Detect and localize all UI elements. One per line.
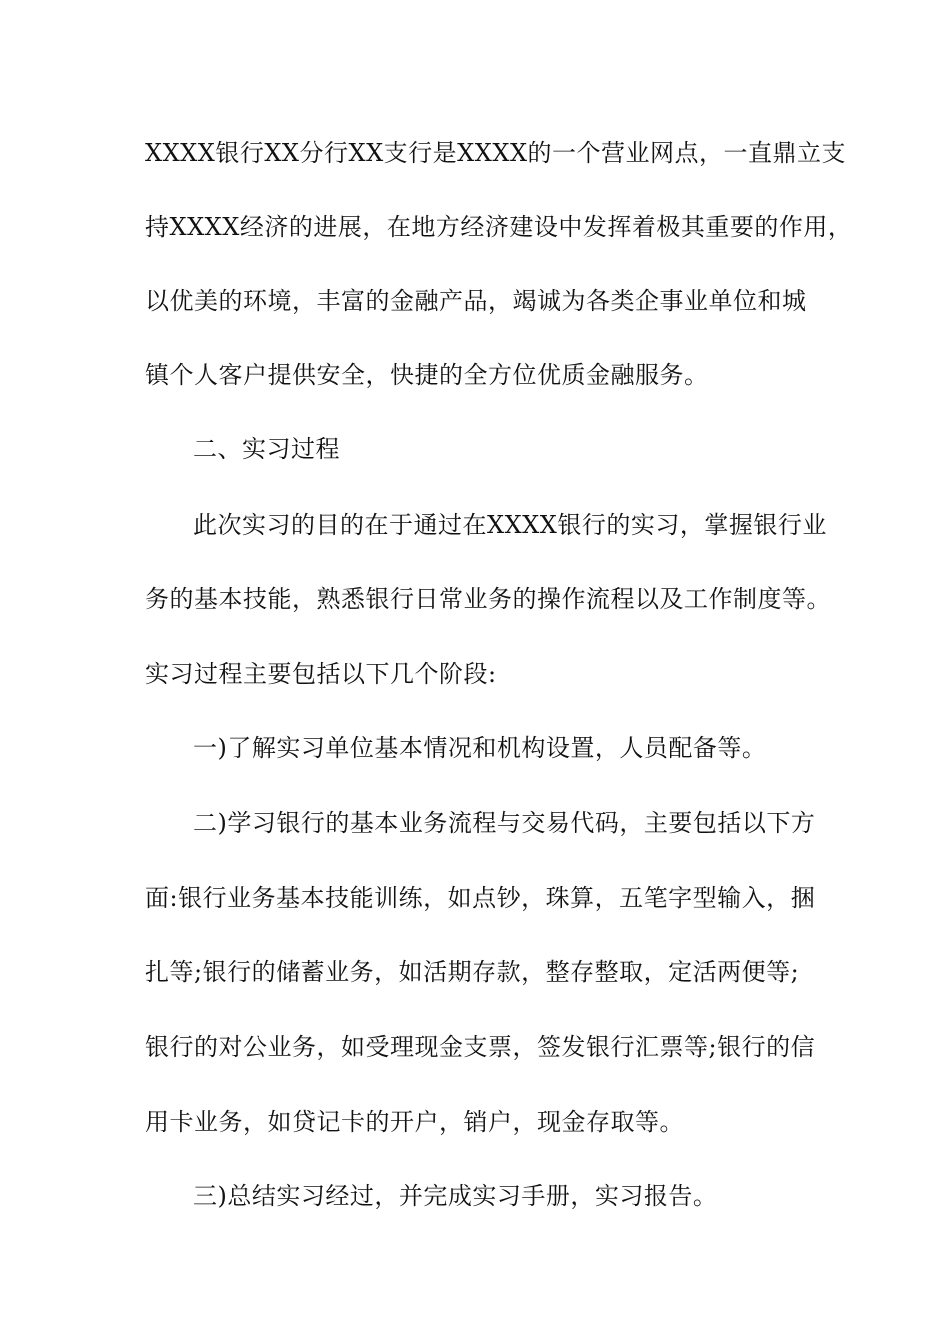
paragraph-line: 以优美的环境，丰富的金融产品，竭诚为各类企事业单位和城 xyxy=(145,287,807,315)
paragraph-line: XXXX银行XX分行XX支行是XXXX的一个营业网点，一直鼎立支 xyxy=(145,139,847,167)
paragraph-line: 镇个人客户提供安全，快捷的全方位优质金融服务。 xyxy=(145,361,709,389)
paragraph-line: 持XXXX经济的进展，在地方经济建设中发挥着极其重要的作用， xyxy=(145,213,853,241)
paragraph-line: 实习过程主要包括以下几个阶段: xyxy=(145,660,497,688)
paragraph-line: 扎等;银行的储蓄业务，如活期存款，整存整取，定活两便等; xyxy=(145,958,800,986)
list-item: 一)了解实习单位基本情况和机构设置，人员配备等。 xyxy=(193,734,767,762)
paragraph-line: 务的基本技能，熟悉银行日常业务的操作流程以及工作制度等。 xyxy=(145,585,831,613)
paragraph-line: 此次实习的目的在于通过在XXXX银行的实习，掌握银行业 xyxy=(193,511,827,539)
list-item: 二)学习银行的基本业务流程与交易代码，主要包括以下方 xyxy=(193,809,816,837)
paragraph-line: 银行的对公业务，如受理现金支票，签发银行汇票等;银行的信 xyxy=(145,1033,816,1061)
paragraph-line: 面:银行业务基本技能训练，如点钞，珠算，五笔字型输入，捆 xyxy=(145,884,816,912)
paragraph-line: 用卡业务，如贷记卡的开户，销户，现金存取等。 xyxy=(145,1108,684,1136)
section-heading: 二、实习过程 xyxy=(193,435,340,463)
list-item: 三)总结实习经过，并完成实习手册，实习报告。 xyxy=(193,1182,718,1210)
